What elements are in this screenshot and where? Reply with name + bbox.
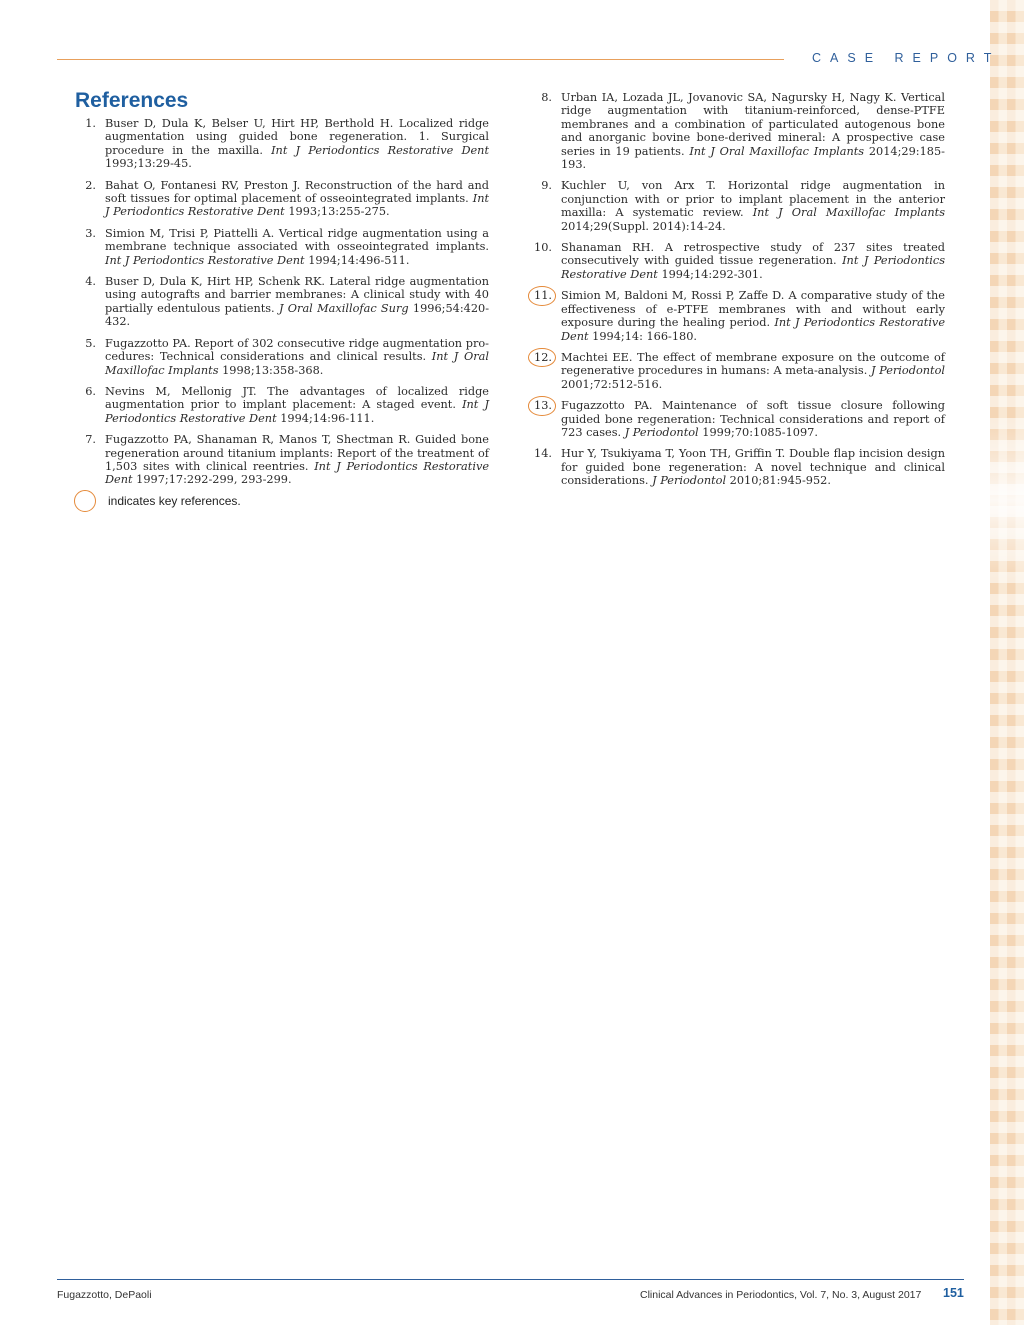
reference-number: 14. — [534, 447, 552, 461]
reference-journal: Int J Periodontics Restorative Dent — [561, 254, 946, 281]
reference-item — [72, 337, 489, 377]
footer-journal: Clinical Advances in Periodontics, Vol. 7, No. 3, August 2017 — [640, 1289, 922, 1301]
key-marker-circle-icon — [74, 490, 96, 512]
reference-citation: Fugazzotto PA, Shanaman R, Manos T, Shectman R. Guided bone regeneration around titanium implants: Report of the treatment of 1,503 sites with clinical reentries. — [105, 433, 489, 473]
reference-journal: Int J Oral Maxillofac Implants — [752, 206, 945, 220]
reference-citation: Simion M, Trisi P, Piattelli A. Vertical ridge augmentation using a membrane technique associated with osseointegrated implants. — [105, 226, 489, 254]
reference-number: 5. — [85, 336, 96, 350]
reference-journal: J Periodontol — [870, 364, 945, 378]
reference-details: 2001;72:512-516. — [561, 377, 663, 391]
reference-citation: Fugazzotto PA. Maintenance of soft tissue closure following guided bone regeneration: Technical considerations and report of 723 cases. — [561, 399, 945, 439]
reference-item — [528, 351, 945, 391]
reference-number: 4. — [85, 275, 96, 289]
reference-citation: Bahat O, Fontanesi RV, Preston J. Reconstruction of the hard and soft tissues for optimal placement of osseointegrated implants. — [105, 178, 489, 206]
legend-text: indicates key references. — [108, 494, 241, 508]
header-rule — [57, 59, 784, 60]
reference-citation: Simion M, Baldoni M, Rossi P, Zaffe D. A comparative study of the effectiveness of e-PTFE membranes with and without early exposure during the healing period. — [561, 289, 945, 330]
reference-journal: Int J Oral Maxillofac Implants — [105, 350, 489, 377]
reference-citation: Hur Y, Tsukiyama T, Yoon TH, Griffin T. Double flap incision design for guided bone regeneration: A novel technique and clinical considerations. — [561, 447, 945, 488]
reference-journal: J Periodontol — [624, 425, 699, 439]
reference-citation: Nevins M, Mellonig JT. The advantages of localized ridge augmentation prior to implant placement: A staged event. — [105, 384, 489, 412]
reference-item — [528, 91, 945, 171]
section-label: CASE REPORT — [812, 51, 1001, 65]
reference-number: 6. — [85, 384, 96, 398]
footer-authors: Fugazzotto, DePaoli — [57, 1289, 152, 1301]
reference-item — [72, 179, 489, 219]
decorative-side-strip — [990, 0, 1024, 1325]
reference-details: 2010;81:945-952. — [729, 474, 831, 488]
reference-journal: Int J Periodontics Restorative Dent — [105, 192, 490, 219]
reference-journal: Int J Periodontics Restorative Dent — [561, 316, 946, 343]
reference-item — [72, 117, 489, 171]
reference-journal: Int J Periodontics Restorative Dent — [105, 398, 489, 425]
reference-number: 1. — [85, 117, 96, 130]
references-column-left — [72, 117, 489, 495]
key-reference-number: 13. — [528, 399, 552, 412]
reference-details: 1993;13:255-275. — [288, 205, 390, 219]
references-heading: References — [75, 89, 189, 112]
reference-item — [528, 289, 945, 343]
reference-details: 1993;13:29-45. — [105, 157, 192, 171]
reference-journal: Int J Periodontics Restorative Dent — [271, 143, 489, 157]
reference-item — [72, 433, 489, 487]
reference-number: 10. — [534, 241, 552, 255]
reference-item — [72, 275, 489, 329]
reference-item — [72, 385, 489, 425]
reference-journal: Int J Periodontics Restorative Dent — [105, 253, 305, 267]
reference-details: 1994;14:496-511. — [308, 253, 410, 267]
reference-details: 2014;29(Suppl. 2014):14-24. — [561, 219, 726, 233]
reference-journal: J Oral Maxillofac Surg — [278, 301, 409, 315]
reference-details: 1997;17:292-299, 293-299. — [136, 473, 292, 487]
reference-details: 2014;29:185-193. — [561, 144, 945, 172]
reference-details: 1996;54:420-432. — [105, 301, 490, 329]
reference-number: 9. — [541, 179, 552, 193]
reference-details: 1994;14:96-111. — [280, 411, 375, 425]
key-reference-number: 11. — [528, 289, 552, 302]
reference-citation: Urban IA, Lozada JL, Jovanovic SA, Nagursky H, Nagy K. Vertical ridge augmentation with titanium-reinforced, dense-PTFE membranes and a combination of particulated autogenous bone and anorganic bovine bone-derived mineral: A prospective case series in 19 patients. — [561, 91, 945, 158]
reference-citation: Buser D, Dula K, Hirt HP, Schenk RK. Lateral ridge augmentation using autografts and barrier membranes: A clinical study with 40 partially edentulous patients. — [105, 275, 489, 315]
reference-item — [528, 447, 945, 487]
key-references-legend — [74, 490, 241, 512]
reference-citation: Shanaman RH. A retrospective study of 237 sites treated consecutively with guided tissue regeneration. — [561, 241, 945, 268]
reference-citation: Kuchler U, von Arx T. Horizontal ridge augmentation in conjunction with or prior to implant placement in the anterior maxilla: A systematic review. — [561, 179, 945, 220]
reference-item — [528, 399, 945, 439]
reference-details: 1998;13:358-368. — [222, 363, 324, 377]
reference-number: 2. — [85, 178, 96, 192]
reference-details: 1994;14:292-301. — [661, 267, 763, 281]
key-reference-number: 12. — [528, 351, 552, 364]
reference-journal: J Periodontol — [652, 474, 727, 488]
reference-citation: Machtei EE. The effect of membrane exposure on the outcome of regenerative procedures in humans: A meta-analysis. — [561, 350, 945, 378]
reference-item — [72, 227, 489, 267]
reference-journal: Int J Oral Maxillofac Implants — [689, 144, 865, 158]
footer-rule — [57, 1279, 964, 1280]
reference-number: 7. — [85, 433, 96, 447]
reference-item — [528, 241, 945, 281]
reference-journal: Int J Periodontics Restorative Dent — [105, 459, 490, 487]
reference-citation: Buser D, Dula K, Belser U, Hirt HP, Berthold H. Localized ridge augmentation using guided bone regeneration. 1. Surgical procedure in the maxilla. — [105, 117, 489, 157]
references-column-right — [528, 91, 945, 496]
reference-number: 3. — [85, 226, 96, 240]
reference-item — [528, 179, 945, 233]
reference-details: 1999;70:1085-1097. — [702, 425, 818, 439]
reference-details: 1994;14: 166-180. — [592, 329, 698, 343]
reference-citation: Fugazzotto PA. Report of 302 consecutive ridge augmentation procedures: Technical considerations and clinical results. — [105, 336, 489, 364]
reference-number: 8. — [541, 91, 552, 104]
page-number: 151 — [943, 1286, 964, 1300]
